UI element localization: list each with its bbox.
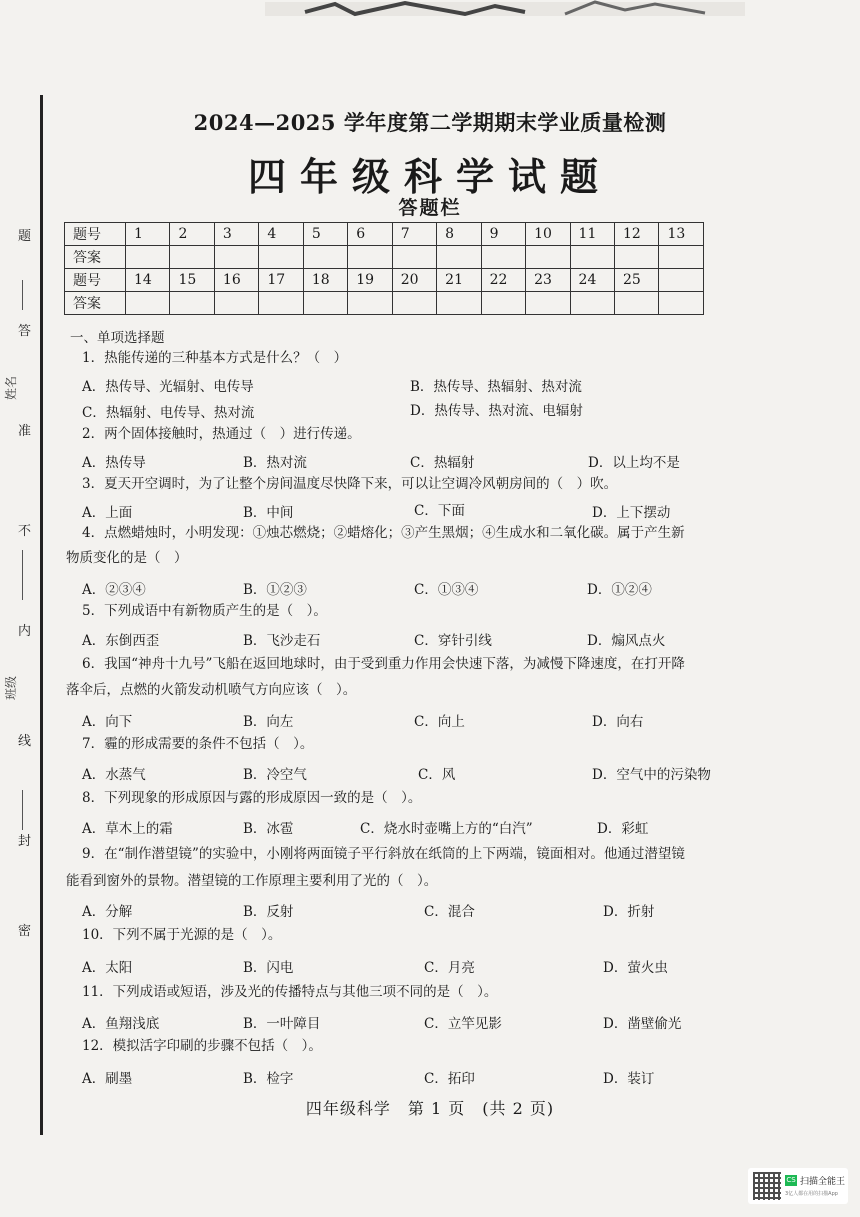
question-number: 25 [614,269,658,292]
option-c[interactable]: C．烧水时壶嘴上方的“白汽” [360,821,533,837]
subject-title: 四年级科学试题 [247,154,612,199]
question-number: 24 [570,269,614,292]
scanner-tagline: 3亿人都在用的扫描App [785,1191,838,1197]
answer-cell[interactable] [659,246,704,269]
option-d[interactable]: D．热传导、热对流、电辐射 [410,403,583,419]
answer-cell[interactable] [437,246,481,269]
question-stem: 12．模拟活字印刷的步骤不包括（ ）。 [82,1038,322,1054]
question-stem: 2．两个固体接触时，热通过（ ）进行传递。 [82,426,361,442]
option-a[interactable]: A．刷墨 [82,1071,133,1087]
option-d[interactable]: D．上下摆动 [592,505,671,521]
scanner-app-name: 扫描全能王 [800,1177,846,1187]
question-stem: 6．我国“神舟十九号”飞船在返回地球时，由于受到重力作用会快速下落，为减慢下降速度，在打开降 [82,656,685,672]
question-number: 6 [348,223,392,246]
answer-cell[interactable] [214,292,258,315]
option-d[interactable]: D．萤火虫 [603,960,668,976]
option-c[interactable]: C．月亮 [424,960,475,976]
answer-cell[interactable] [526,292,570,315]
answer-cell[interactable] [481,292,525,315]
scan-artifact [265,0,745,22]
camscanner-logo: CS [786,1176,796,1184]
question-stem: 7．霾的形成需要的条件不包括（ ）。 [82,736,314,752]
option-d[interactable]: D．空气中的污染物 [592,767,711,783]
binding-margin [0,220,40,1120]
scanner-watermark [748,1168,848,1204]
binding-char: 题 [18,229,32,244]
option-b[interactable]: B．向左 [243,714,294,730]
answer-cell[interactable] [259,246,303,269]
option-a[interactable]: A．东倒西歪 [82,633,160,649]
binding-char: 不 [18,524,32,539]
question-stem: 11．下列成语或短语，涉及光的传播特点与其他三项不同的是（ ）。 [82,984,498,1000]
question-stem: 8．下列现象的形成原因与露的形成原因一致的是（ ）。 [82,790,422,806]
answer-cell[interactable] [348,292,392,315]
option-c[interactable]: C．风 [418,767,456,783]
option-b[interactable]: B．中间 [243,505,294,521]
option-b[interactable]: B．飞沙走石 [243,633,321,649]
question-stem: 3．夏天开空调时，为了让整个房间温度尽快降下来，可以让空调冷风朝房间的（ ）吹。 [82,476,618,492]
answer-cell[interactable] [437,292,481,315]
option-c[interactable]: C．向上 [414,714,465,730]
option-a[interactable]: A．草木上的霜 [82,821,173,837]
question-number: 16 [214,269,258,292]
question-stem-continued: 落伞后，点燃的火箭发动机喷气方向应该（ ）。 [66,682,357,698]
option-b[interactable]: B．检字 [243,1071,294,1087]
question-number: 23 [526,269,570,292]
option-d[interactable]: D．煽风点火 [587,633,666,649]
question-number: 2 [170,223,214,246]
option-b[interactable]: B．冷空气 [243,767,307,783]
question-number: 22 [481,269,525,292]
answer-cell[interactable] [259,292,303,315]
question-number: 17 [259,269,303,292]
question-stem: 5．下列成语中有新物质产生的是（ ）。 [82,603,327,619]
row-header: 题号 [65,269,126,292]
question-number: 11 [570,223,614,246]
answer-row [65,292,704,315]
option-d[interactable]: D．向右 [592,714,644,730]
option-d[interactable]: D．折射 [603,904,655,920]
option-d[interactable]: D．彩虹 [597,821,649,837]
question-number: 7 [392,223,436,246]
option-c[interactable]: C．立竿见影 [424,1016,502,1032]
question-stem-continued: 物质变化的是（ ） [66,550,188,566]
qr-code-icon [753,1172,781,1200]
question-number: 19 [348,269,392,292]
question-number: 18 [303,269,347,292]
row-header: 答案 [65,292,126,315]
answer-cell[interactable] [303,246,347,269]
binding-char: 线 [18,734,32,749]
option-b[interactable]: B．热传导、热辐射、热对流 [410,379,582,395]
class-field-label: 班级 [4,675,18,700]
answer-cell[interactable] [126,246,170,269]
question-number-row [65,223,704,246]
question-number: 14 [126,269,170,292]
option-a[interactable]: A．②③④ [82,582,146,598]
answer-table [64,222,704,315]
answer-cell[interactable] [481,246,525,269]
answer-cell[interactable] [570,292,614,315]
option-b[interactable]: B．一叶障目 [243,1016,321,1032]
answer-bar-title: 答题栏 [398,197,462,219]
binding-char: 答 [18,324,32,339]
answer-cell[interactable] [392,246,436,269]
option-a[interactable]: A．鱼翔浅底 [82,1016,160,1032]
question-number: 13 [659,223,704,246]
question-number: 21 [437,269,481,292]
option-c[interactable]: C．下面 [414,503,465,519]
answer-cell[interactable] [348,246,392,269]
question-number: 10 [526,223,570,246]
question-number: 4 [259,223,303,246]
page-footer: 四年级科学 第 1 页 (共 2 页) [305,1099,555,1118]
question-number: 8 [437,223,481,246]
option-c[interactable]: C．热辐射、电传导、热对流 [82,405,255,421]
option-b[interactable]: B．①②③ [243,582,307,598]
answer-cell[interactable] [659,292,704,315]
answer-cell[interactable] [170,292,214,315]
section-heading: 一、单项选择题 [70,330,165,346]
binding-rule [40,95,43,1135]
question-number: 1 [126,223,170,246]
question-stem: 9．在“制作潜望镜”的实验中，小刚将两面镜子平行斜放在纸筒的上下两端，镜面相对。他通过潜望镜 [82,846,685,862]
option-a[interactable]: A．水蒸气 [82,767,146,783]
option-b[interactable]: B．闪电 [243,960,294,976]
option-a[interactable]: A．向下 [82,714,133,730]
question-number [659,269,704,292]
option-a[interactable]: A．太阳 [82,960,133,976]
question-number: 12 [614,223,658,246]
question-stem: 1．热能传递的三种基本方式是什么？（ ） [82,350,348,366]
answer-row [65,246,704,269]
question-number: 3 [214,223,258,246]
question-number: 15 [170,269,214,292]
option-b[interactable]: B．反射 [243,904,294,920]
option-c[interactable]: C．热辐射 [410,455,475,471]
option-a[interactable]: A．上面 [82,505,133,521]
option-c[interactable]: C．①③④ [414,582,479,598]
question-number: 20 [392,269,436,292]
option-d[interactable]: D．装订 [603,1071,655,1087]
option-b[interactable]: B．热对流 [243,455,307,471]
binding-char: 准 [18,424,32,439]
binding-char: 密 [18,924,32,939]
answer-cell[interactable] [614,246,658,269]
answer-cell[interactable] [392,292,436,315]
answer-cell[interactable] [526,246,570,269]
option-c[interactable]: C．拓印 [424,1071,475,1087]
option-b[interactable]: B．冰雹 [243,821,294,837]
row-header: 答案 [65,246,126,269]
question-stem: 4．点燃蜡烛时，小明发现：①烛芯燃烧；②蜡熔化；③产生黑烟；④生成水和二氧化碳。属于产生新 [82,525,685,541]
answer-cell[interactable] [570,246,614,269]
answer-cell[interactable] [303,292,347,315]
option-d[interactable]: D．①②④ [587,582,652,598]
binding-char: 内 [18,624,32,639]
option-c[interactable]: C．混合 [424,904,475,920]
option-a[interactable]: A．热传导、光辐射、电传导 [82,379,254,395]
option-a[interactable]: A．热传导 [82,455,146,471]
name-field-label: 姓名 [4,375,18,400]
answer-cell[interactable] [126,292,170,315]
question-number: 5 [303,223,347,246]
question-stem: 10．下列不属于光源的是（ ）。 [82,927,282,943]
question-number-row [65,269,704,292]
binding-char: 封 [18,834,32,849]
exam-title: 2024—2025 学年度第二学期期末学业质量检测 [193,110,667,135]
answer-cell[interactable] [214,246,258,269]
answer-cell[interactable] [170,246,214,269]
question-number: 9 [481,223,525,246]
row-header: 题号 [65,223,126,246]
option-d[interactable]: D．以上均不是 [588,455,680,471]
question-stem-continued: 能看到窗外的景物。潜望镜的工作原理主要利用了光的（ ）。 [66,873,438,889]
option-a[interactable]: A．分解 [82,904,133,920]
option-c[interactable]: C．穿针引线 [414,633,492,649]
answer-cell[interactable] [614,292,658,315]
option-d[interactable]: D．凿壁偷光 [603,1016,682,1032]
